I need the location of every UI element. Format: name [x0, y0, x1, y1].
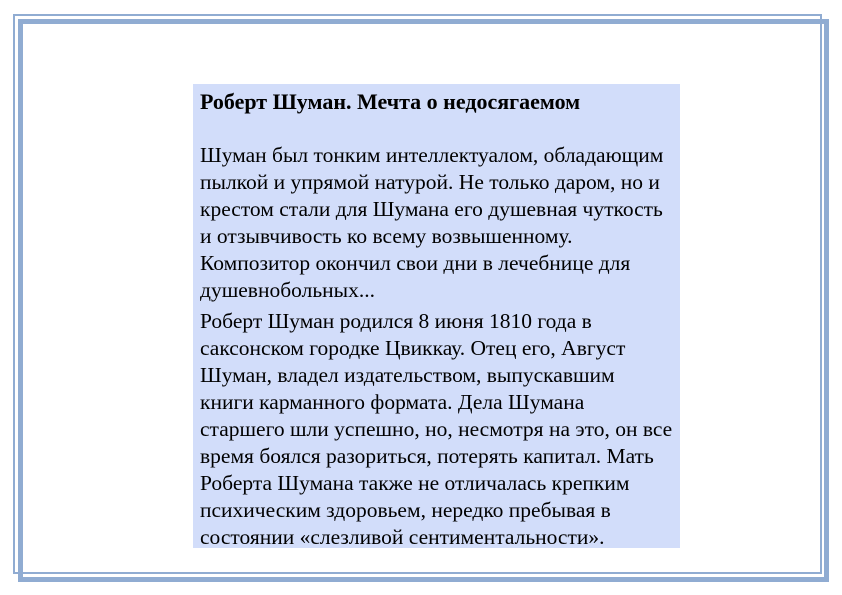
body-paragraph-2: Роберт Шуман родился 8 июня 1810 года в саксонском городке Цвиккау. Отец его, Август Шуман, владел издательством, выпускавшим книги карманного формата. Дела Шумана старшего шли успешно, но, несмотря на это, он все время боялся разориться, потерять капитал. Мать Роберта Шумана также не отличалась крепким психическим здоровьем, нередко пребывая в состоянии «слезливой сентиментальности». [200, 309, 673, 549]
body-paragraph-1: Шуман был тонким интеллектуалом, обладающим пылкой и упрямой натурой. Не только даром, но и крестом стали для Шумана его душевная чуткость и отзывчивость ко всему возвышенному. Композитор окончил свои дни в лечебнице для душевнобольных... [200, 143, 664, 302]
slide-title: Роберт Шуман. Мечта о недосягаемом [200, 89, 581, 114]
slide-text-box [193, 84, 680, 548]
title-body-spacer [200, 115, 673, 142]
